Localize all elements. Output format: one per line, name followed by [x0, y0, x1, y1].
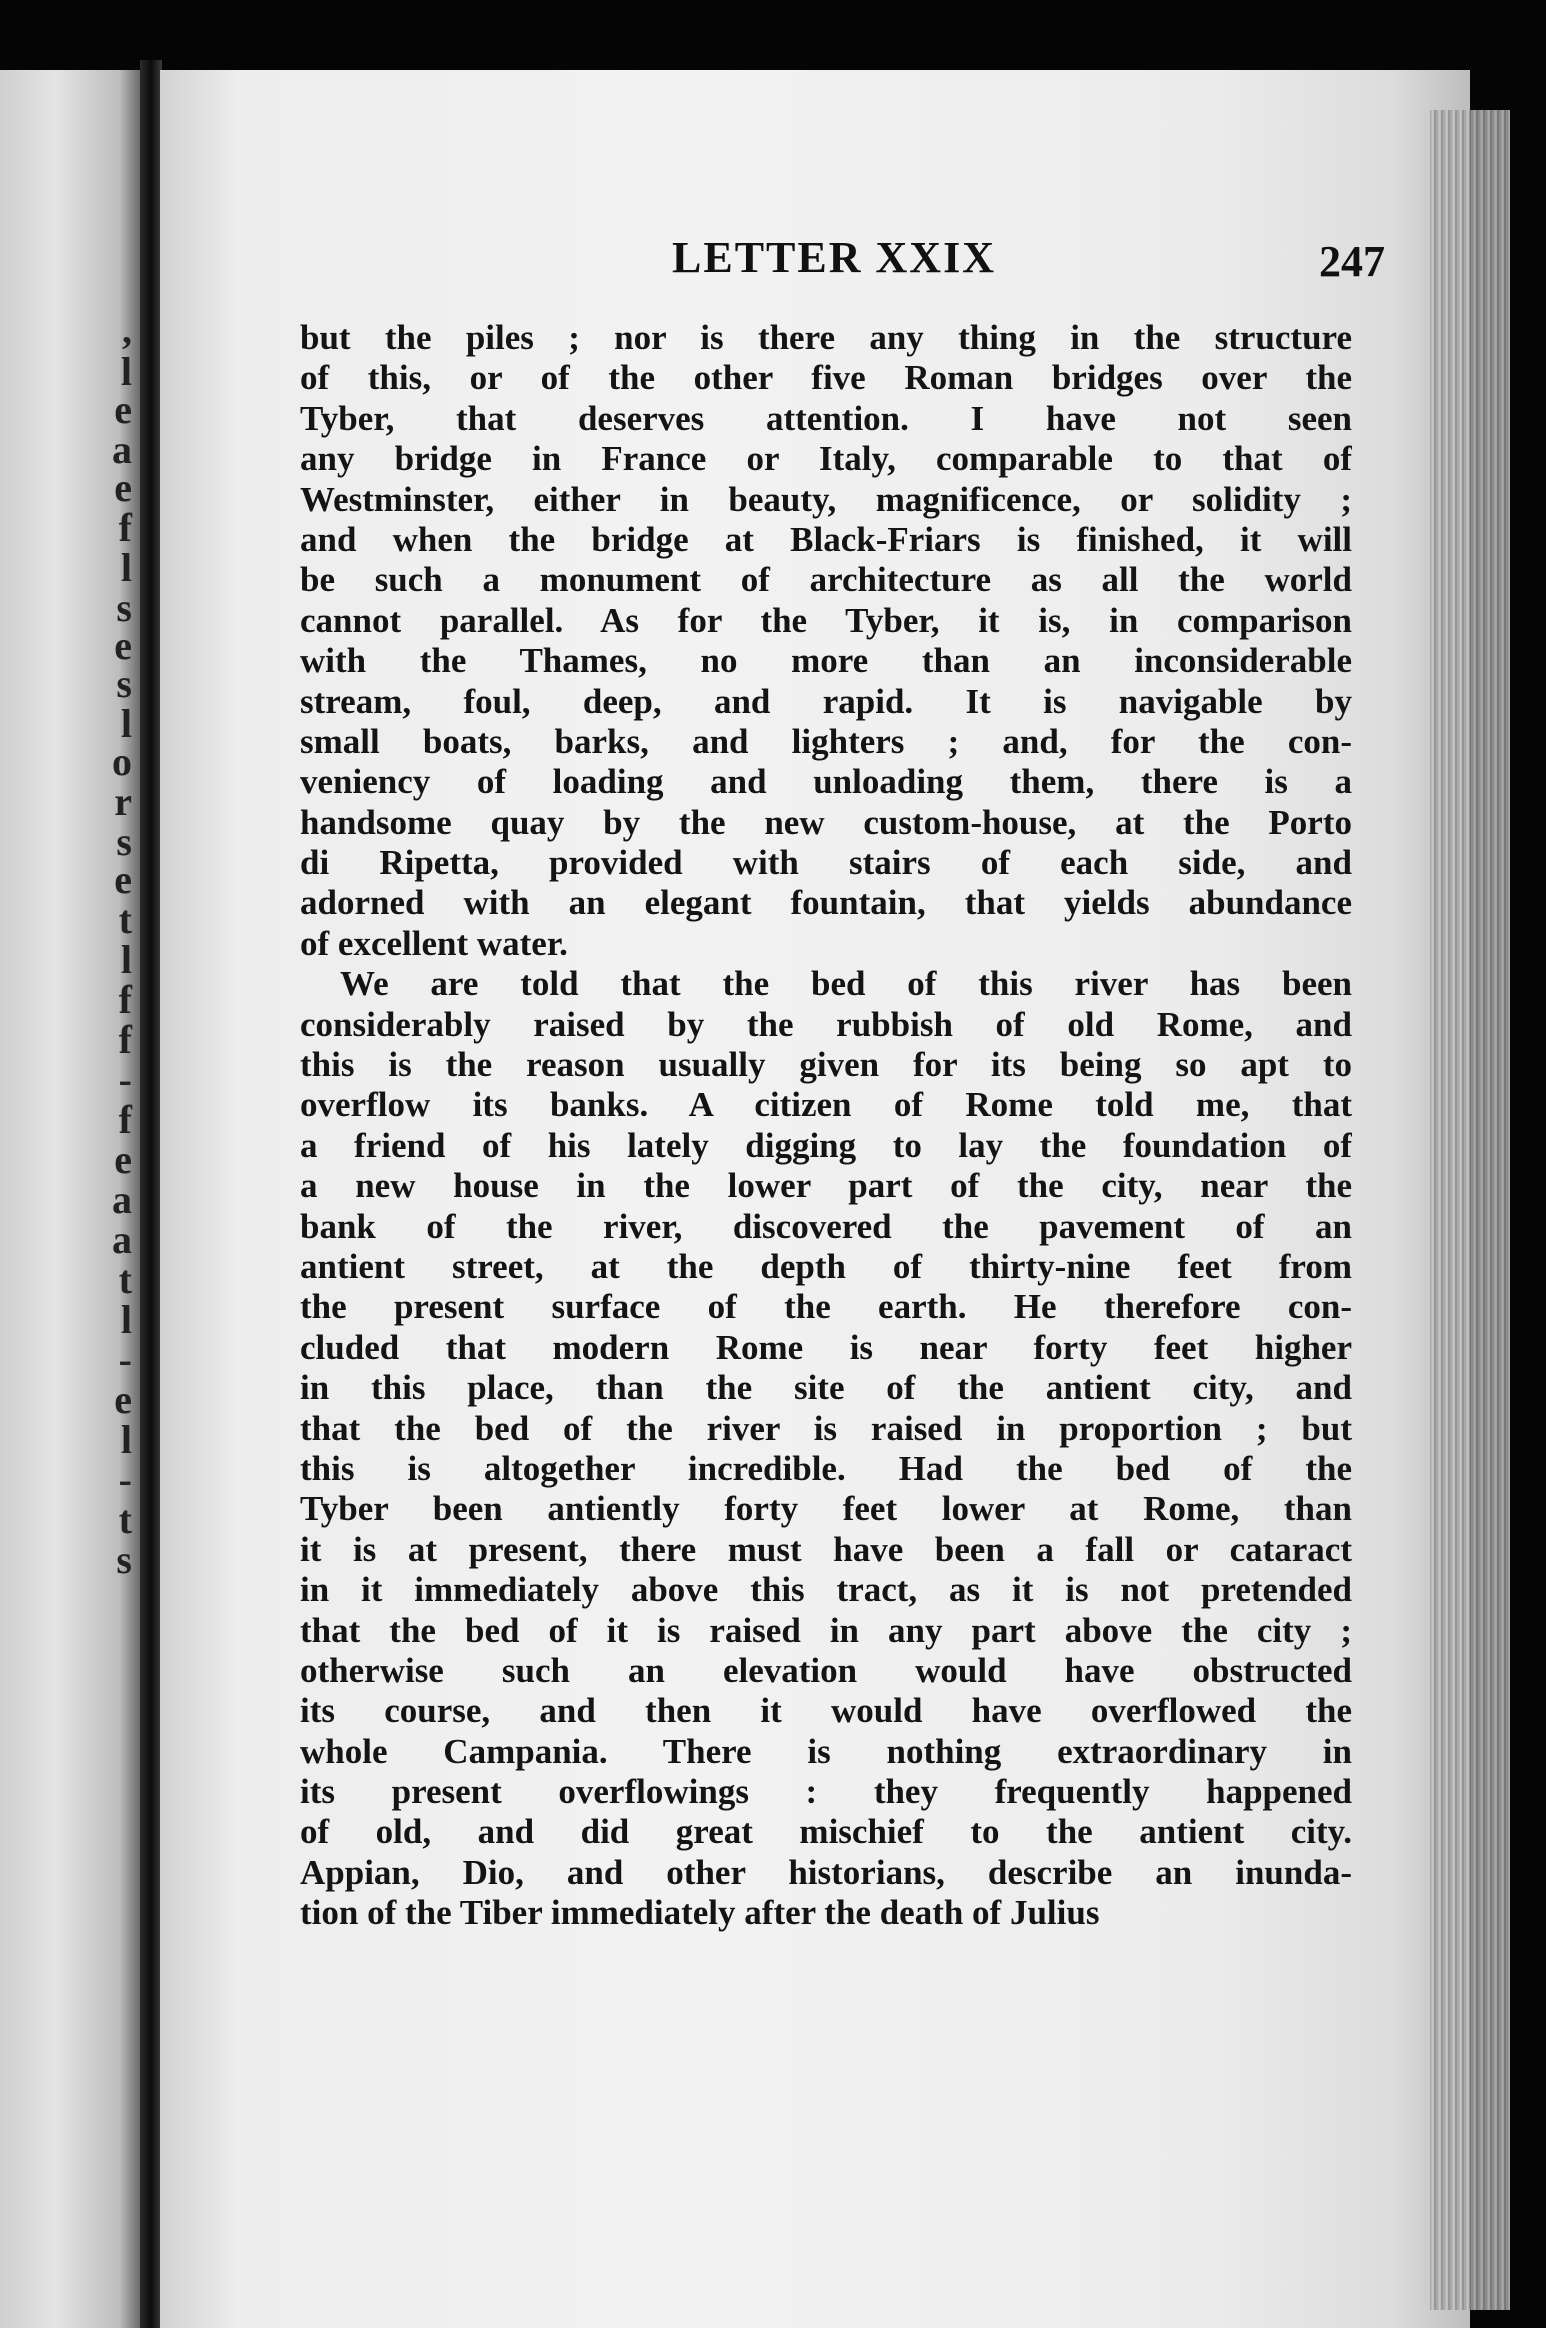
text-line: that the bed of the river is raised in proportion ; but	[300, 1408, 1352, 1448]
facing-page-letter: -	[118, 1057, 132, 1102]
text-line: it is at present, there must have been a fall or cataract	[300, 1529, 1352, 1569]
facing-page-letter: e	[114, 465, 132, 510]
text-line: overflow its banks. A citizen of Rome told me, that	[300, 1085, 1352, 1125]
facing-page-letter: f	[118, 1017, 132, 1062]
text-line: stream, foul, deep, and rapid. It is navigable by	[300, 681, 1352, 721]
facing-page-letter: e	[114, 387, 132, 432]
text-line: considerably raised by the rubbish of old Rome, and	[300, 1004, 1352, 1044]
facing-page-letter: f	[118, 977, 132, 1022]
facing-page-letter: a	[112, 1177, 132, 1222]
facing-page-letter: l	[120, 349, 132, 394]
facing-page-letter: s	[116, 1537, 132, 1582]
text-line: be such a monument of architecture as all the world	[300, 560, 1352, 600]
facing-page-letter: l	[120, 937, 132, 982]
facing-page-letter: t	[118, 897, 132, 942]
text-line: Tyber been antiently forty feet lower at Rome, than	[300, 1489, 1352, 1529]
facing-page-letter: e	[114, 857, 132, 902]
text-line: a friend of his lately digging to lay the foundation of	[300, 1125, 1352, 1165]
page-header	[300, 232, 1385, 292]
text-line: this is altogether incredible. Had the bed of the	[300, 1448, 1352, 1488]
text-line: Westminster, either in beauty, magnificence, or solidity ;	[300, 479, 1352, 519]
facing-page-letter: f	[118, 1097, 132, 1142]
text-line: a new house in the lower part of the city, near the	[300, 1166, 1352, 1206]
text-line: cannot parallel. As for the Tyber, it is, in comparison	[300, 600, 1352, 640]
text-line: Tyber, that deserves attention. I have not seen	[300, 398, 1352, 438]
text-line: in it immediately above this tract, as it is not pretended	[300, 1570, 1352, 1610]
text-line: di Ripetta, provided with stairs of each side, and	[300, 843, 1352, 883]
text-line: that the bed of it is raised in any part above the city ;	[300, 1610, 1352, 1650]
text-line: cluded that modern Rome is near forty feet higher	[300, 1327, 1352, 1367]
facing-page-letter: ,	[122, 307, 132, 352]
facing-page-edge	[0, 70, 140, 2328]
text-line: veniency of loading and unloading them, there is a	[300, 762, 1352, 802]
paragraph-1	[300, 318, 1352, 964]
paragraph-2	[300, 964, 1352, 1933]
text-line: this is the reason usually given for its being so apt to	[300, 1045, 1352, 1085]
text-line: small boats, barks, and lighters ; and, for the con-	[300, 721, 1352, 761]
text-line: in this place, than the site of the antient city, and	[300, 1368, 1352, 1408]
facing-page-letter: t	[118, 1497, 132, 1542]
facing-page-letter: -	[118, 1337, 132, 1382]
facing-page-letter: e	[114, 1137, 132, 1182]
text-line: otherwise such an elevation would have obstructed	[300, 1650, 1352, 1690]
body-text	[300, 318, 1352, 1934]
text-line: antient street, at the depth of thirty-nine feet from	[300, 1246, 1352, 1286]
text-line: the present surface of the earth. He therefore con-	[300, 1287, 1352, 1327]
text-line: of old, and did great mischief to the antient city.	[300, 1812, 1352, 1852]
text-line: its present overflowings : they frequently happened	[300, 1772, 1352, 1812]
facing-page-letter: l	[120, 1417, 132, 1462]
text-line: Appian, Dio, and other historians, describe an inunda-	[300, 1852, 1352, 1892]
text-line: any bridge in France or Italy, comparable to that of	[300, 439, 1352, 479]
text-line: whole Campania. There is nothing extraordinary in	[300, 1731, 1352, 1771]
facing-page-letter: l	[120, 545, 132, 590]
facing-page-letter: l	[120, 701, 132, 746]
facing-page-letter: e	[114, 623, 132, 668]
text-line: with the Thames, no more than an inconsiderable	[300, 641, 1352, 681]
facing-page-letter: l	[120, 1297, 132, 1342]
text-line: and when the bridge at Black-Friars is finished, it will	[300, 519, 1352, 559]
facing-page-letter: -	[118, 1457, 132, 1502]
facing-page-letter: o	[112, 739, 132, 784]
facing-page-letter: s	[116, 819, 132, 864]
facing-page-letter: e	[114, 1377, 132, 1422]
facing-page-letter: s	[116, 585, 132, 630]
text-line: handsome quay by the new custom-house, at the Porto	[300, 802, 1352, 842]
text-line: bank of the river, discovered the pavement of an	[300, 1206, 1352, 1246]
facing-page-letter: a	[112, 1217, 132, 1262]
text-line: but the piles ; nor is there any thing in the structure	[300, 318, 1352, 357]
page-fore-edge	[1430, 110, 1510, 2310]
text-line: of excellent water.	[300, 923, 568, 963]
page-number: 247	[1319, 237, 1385, 286]
text-line: We are told that the bed of this river has been	[340, 964, 1352, 1004]
facing-page-letter: f	[118, 505, 132, 550]
facing-page-letter: r	[114, 779, 132, 824]
text-line: of this, or of the other five Roman bridges over the	[300, 358, 1352, 398]
facing-page-letter: s	[116, 661, 132, 706]
book-gutter	[140, 60, 162, 2328]
text-line: adorned with an elegant fountain, that yields abundance	[300, 883, 1352, 923]
text-line: its course, and then it would have overflowed the	[300, 1691, 1352, 1731]
facing-page-letter: a	[112, 427, 132, 472]
facing-page-letter: t	[118, 1257, 132, 1302]
text-line: tion of the Tiber immediately after the death of Julius	[300, 1893, 1100, 1933]
running-head: LETTER XXIX	[672, 233, 996, 282]
